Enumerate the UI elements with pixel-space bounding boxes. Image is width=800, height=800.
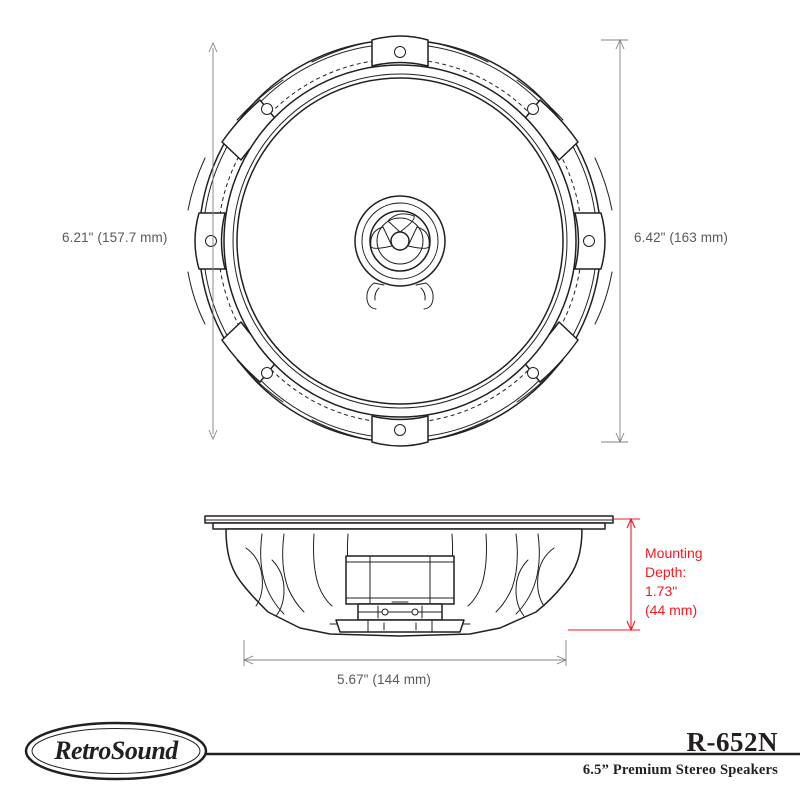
product-subtitle: 6.5” Premium Stereo Speakers <box>582 762 778 778</box>
mounting-depth-line-1: Mounting <box>645 545 703 561</box>
dimension-label-right: 6.42" (163 mm) <box>634 230 728 245</box>
brand-logo-text: RetroSound <box>54 736 178 765</box>
mounting-depth-line-3: 1.73" <box>645 583 678 599</box>
brand-logo <box>26 723 206 779</box>
dimension-label-bottom: 5.67" (144 mm) <box>337 672 431 687</box>
mounting-depth-label <box>645 544 703 620</box>
side-view <box>205 516 613 636</box>
top-view <box>188 36 612 446</box>
model-number: R-652N <box>686 727 778 757</box>
magnet-assembly <box>330 556 470 632</box>
dimension-label-left: 6.21" (157.7 mm) <box>62 230 168 245</box>
mounting-depth-line-2: Depth: <box>645 564 687 580</box>
mounting-depth-line-4: (44 mm) <box>645 602 698 618</box>
